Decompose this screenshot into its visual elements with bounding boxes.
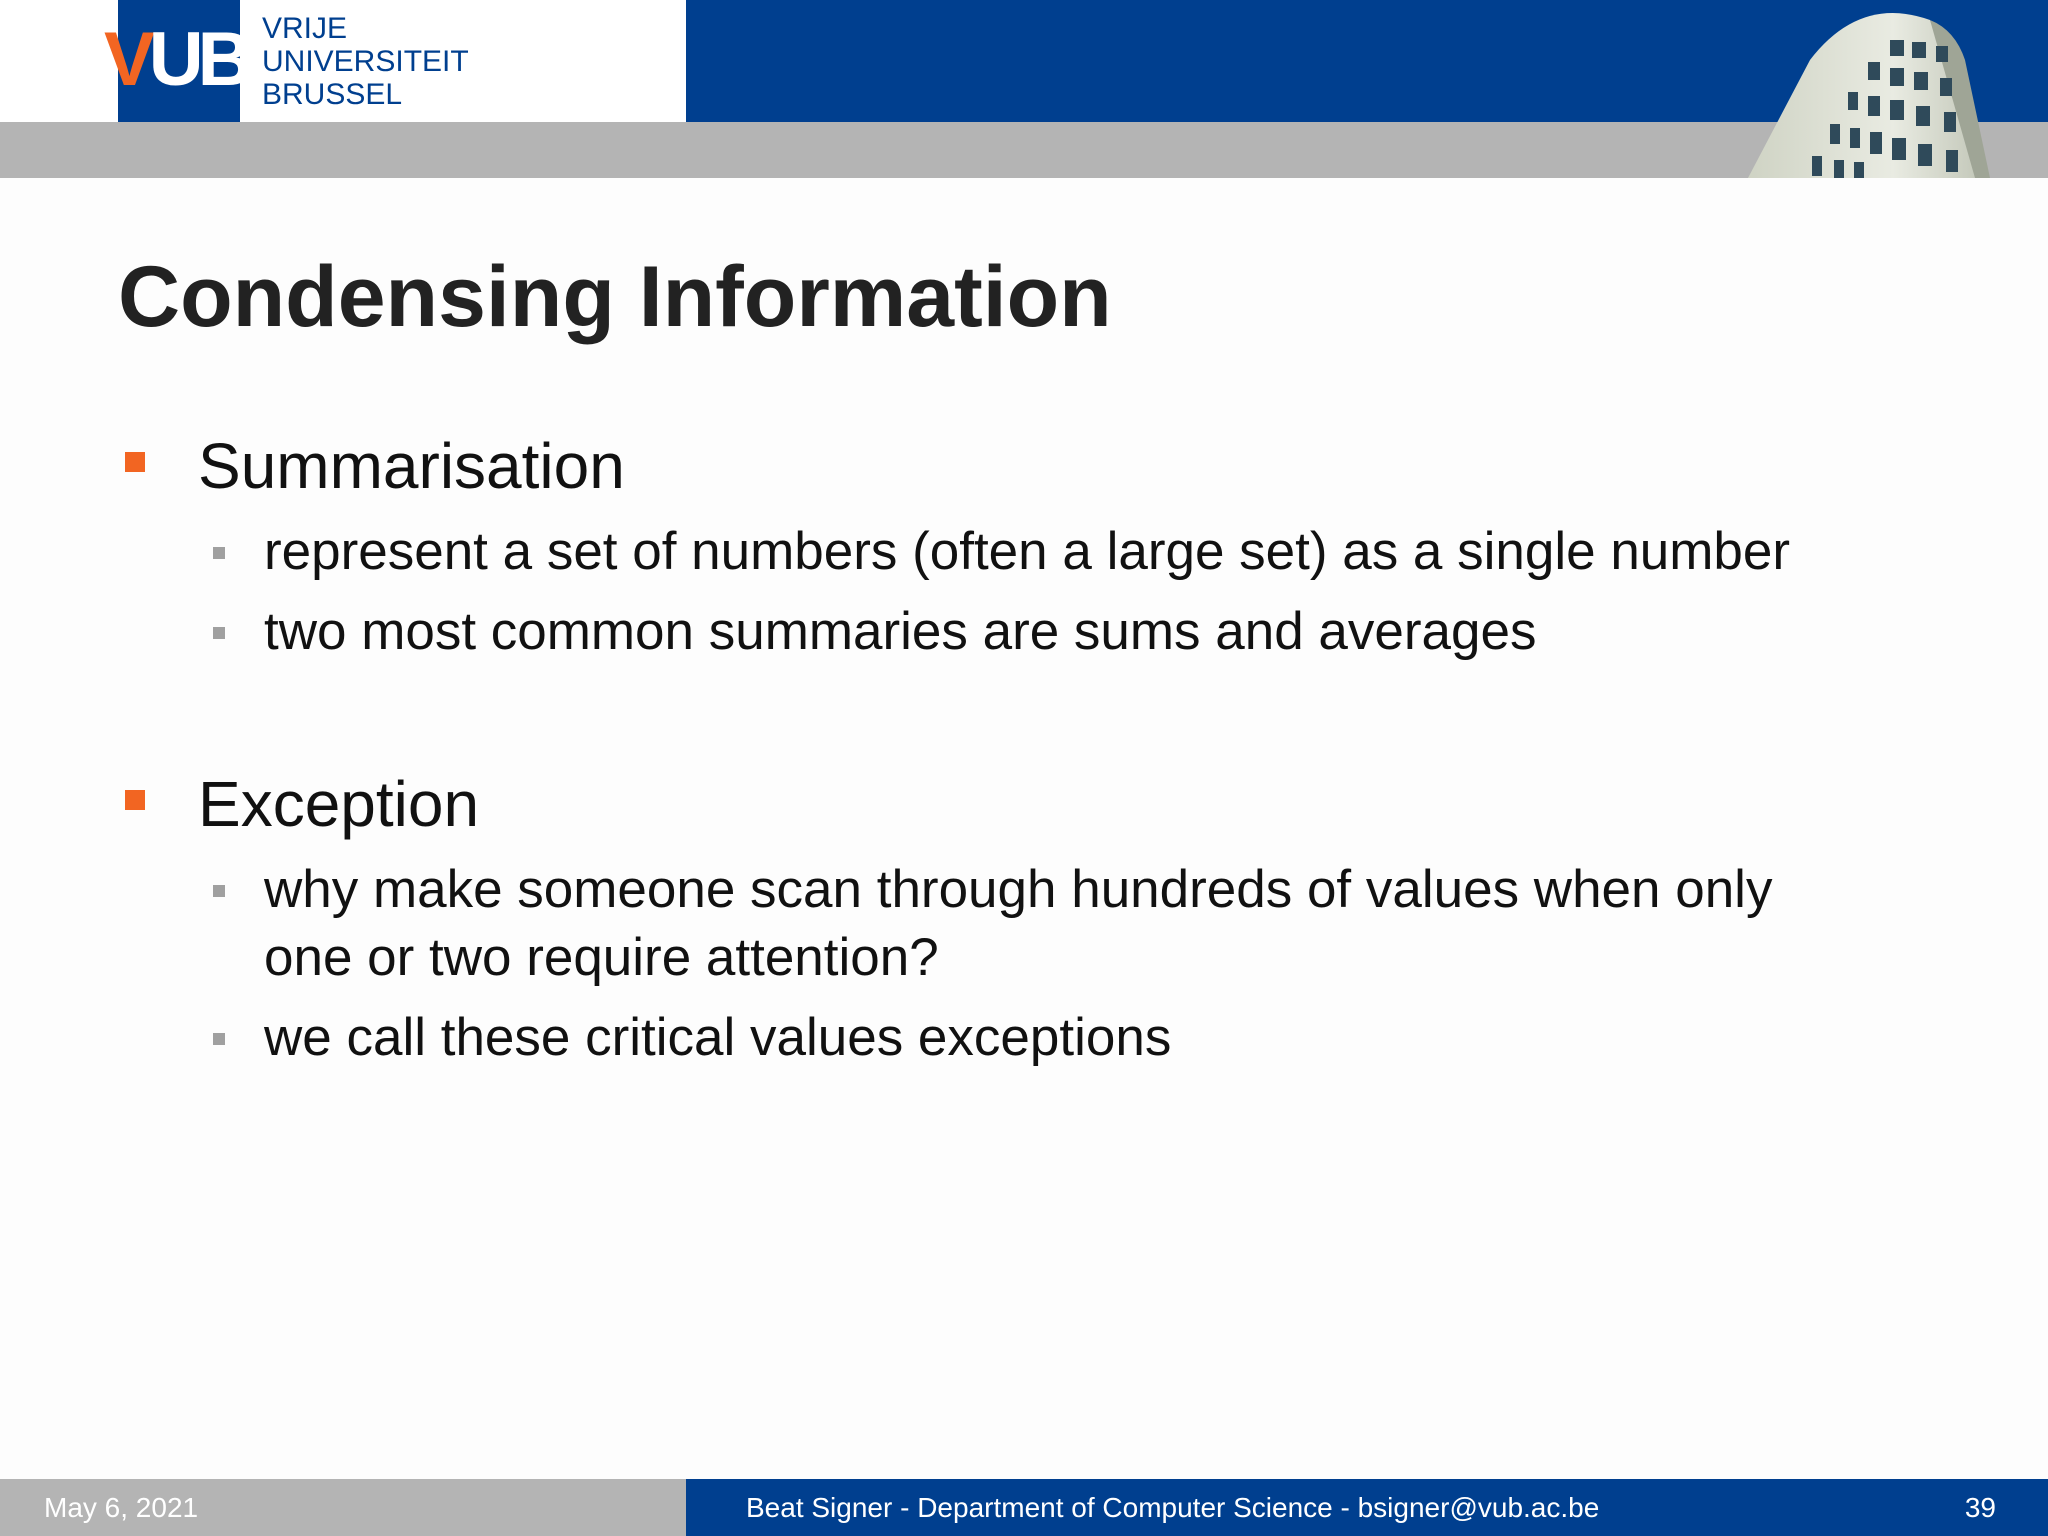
grey-square-bullet-icon: [213, 547, 225, 559]
grey-square-bullet-icon: [213, 1033, 225, 1045]
institution-line: VRIJE: [262, 12, 348, 45]
footer-author: Beat Signer - Department of Computer Science - bsigner@vub.ac.be: [746, 1492, 1600, 1523]
sub-bullet-text: represent a set of numbers (often a large set) as a single number: [264, 522, 1791, 581]
orange-square-bullet-icon: [125, 790, 145, 810]
slide-title: Condensing Information: [118, 249, 1112, 345]
sub-bullet-text: two most common summaries are sums and averages: [264, 602, 1537, 661]
bullet-heading: Summarisation: [198, 430, 625, 502]
institution-line: UNIVERSITEIT: [262, 45, 469, 78]
sub-bullet-text: we call these critical values exceptions: [264, 1008, 1172, 1067]
institution-line: BRUSSEL: [262, 78, 403, 111]
sub-bullet-text: why make someone scan through hundreds of values when only: [264, 860, 1773, 919]
footer-date: May 6, 2021: [44, 1492, 199, 1523]
bullet-heading: Exception: [198, 768, 480, 840]
building-image: [1740, 0, 2000, 178]
logo-letters-ub: UB: [148, 17, 247, 102]
grey-square-bullet-icon: [213, 627, 225, 639]
page-number: 39: [1964, 1492, 1996, 1523]
institution-name: [262, 12, 469, 111]
grey-square-bullet-icon: [213, 885, 225, 897]
sub-bullet-text: one or two require attention?: [264, 928, 939, 987]
vub-logo: [104, 17, 247, 102]
orange-square-bullet-icon: [125, 452, 145, 472]
logo-letter-v: V: [104, 17, 149, 102]
